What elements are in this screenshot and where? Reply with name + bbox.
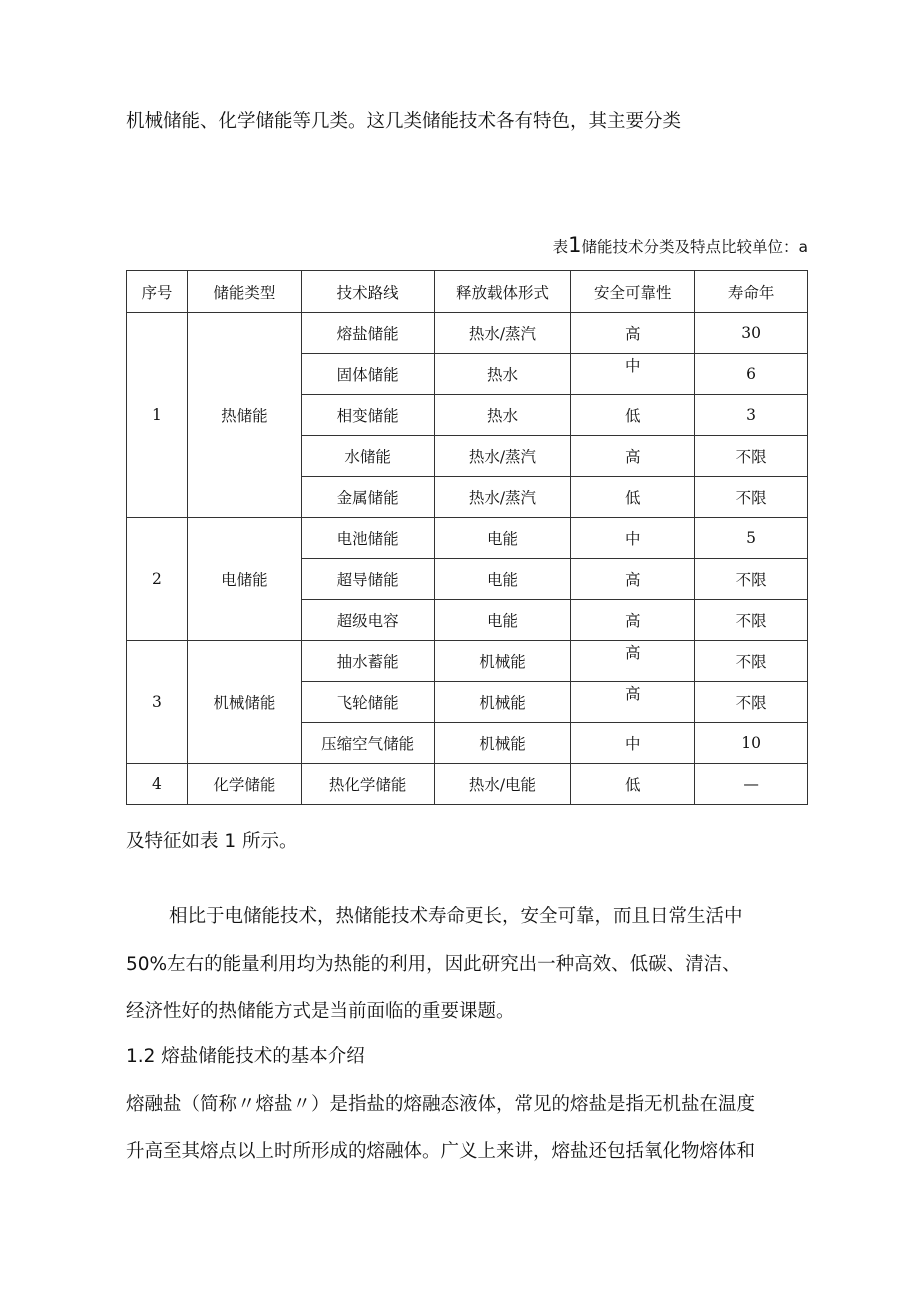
life-cell: 3 xyxy=(695,395,808,436)
route-cell: 金属储能 xyxy=(301,477,434,518)
storage-comparison-table xyxy=(126,270,808,805)
table-row xyxy=(127,313,808,354)
safety-cell: 高 xyxy=(571,600,695,641)
safety-cell: 中 xyxy=(571,518,695,559)
carrier-cell: 电能 xyxy=(434,559,571,600)
header-index: 序号 xyxy=(127,271,188,313)
section-body-line-2: 升高至其熔点以上时所形成的熔融体。广义上来讲，熔盐还包括氧化物熔体和 xyxy=(126,1141,756,1162)
carrier-cell: 热水 xyxy=(434,395,571,436)
safety-cell: 低 xyxy=(571,764,695,805)
table-row xyxy=(127,518,808,559)
carrier-cell: 热水/蒸汽 xyxy=(434,477,571,518)
life-cell: 不限 xyxy=(695,436,808,477)
safety-cell xyxy=(571,682,695,723)
life-cell: 5 xyxy=(695,518,808,559)
caption-prefix: 表 xyxy=(552,238,569,256)
group-type: 化学储能 xyxy=(187,764,301,805)
route-cell: 相变储能 xyxy=(301,395,434,436)
carrier-cell: 机械能 xyxy=(434,682,571,723)
carrier-cell: 机械能 xyxy=(434,723,571,764)
life-cell: 不限 xyxy=(695,600,808,641)
header-type: 储能类型 xyxy=(187,271,301,313)
safety-value: 高 xyxy=(624,644,641,662)
route-cell: 超级电容 xyxy=(301,600,434,641)
paragraph-line-1: 相比于电储能技术，热储能技术寿命更长，安全可靠，而且日常生活中 xyxy=(169,906,743,927)
section-body-line-1: 熔融盐（简称〃熔盐〃）是指盐的熔融态液体，常见的熔盐是指无机盐在温度 xyxy=(126,1094,756,1115)
life-cell: 6 xyxy=(695,354,808,395)
route-cell: 水储能 xyxy=(301,436,434,477)
group-index: 3 xyxy=(127,641,188,764)
carrier-cell: 电能 xyxy=(434,600,571,641)
safety-cell: 中 xyxy=(571,723,695,764)
carrier-cell: 热水/蒸汽 xyxy=(434,436,571,477)
route-cell: 抽水蓄能 xyxy=(301,641,434,682)
paragraph-line-3: 经济性好的热储能方式是当前面临的重要课题。 xyxy=(126,1001,515,1022)
carrier-cell: 热水/电能 xyxy=(434,764,571,805)
group-index: 2 xyxy=(127,518,188,641)
life-cell: 30 xyxy=(695,313,808,354)
header-life: 寿命年 xyxy=(695,271,808,313)
table-reference-line: 及特征如表 1 所示。 xyxy=(126,831,298,852)
carrier-cell: 热水 xyxy=(434,354,571,395)
intro-line: 机械储能、化学储能等几类。这几类储能技术各有特色，其主要分类 xyxy=(126,111,682,132)
header-carrier: 释放载体形式 xyxy=(434,271,571,313)
section-heading: 1.2 熔盐储能技术的基本介绍 xyxy=(126,1046,365,1067)
table-row xyxy=(127,641,808,682)
group-type: 电储能 xyxy=(187,518,301,641)
life-cell: 不限 xyxy=(695,477,808,518)
route-cell: 熔盐储能 xyxy=(301,313,434,354)
caption-number: 1 xyxy=(568,233,582,257)
safety-cell: 高 xyxy=(571,313,695,354)
table-row xyxy=(127,764,808,805)
route-cell: 固体储能 xyxy=(301,354,434,395)
safety-cell xyxy=(571,641,695,682)
route-cell: 压缩空气储能 xyxy=(301,723,434,764)
safety-cell: 高 xyxy=(571,436,695,477)
safety-value: 中 xyxy=(624,357,641,375)
carrier-cell: 电能 xyxy=(434,518,571,559)
header-route: 技术路线 xyxy=(301,271,434,313)
carrier-cell: 热水/蒸汽 xyxy=(434,313,571,354)
route-cell: 超导储能 xyxy=(301,559,434,600)
life-cell: 不限 xyxy=(695,559,808,600)
carrier-cell: 机械能 xyxy=(434,641,571,682)
group-type: 机械储能 xyxy=(187,641,301,764)
group-type: 热储能 xyxy=(187,313,301,518)
route-cell: 电池储能 xyxy=(301,518,434,559)
safety-cell: 高 xyxy=(571,559,695,600)
header-safety: 安全可靠性 xyxy=(571,271,695,313)
caption-text: 储能技术分类及特点比较单位：a xyxy=(581,238,808,256)
life-cell: 不限 xyxy=(695,641,808,682)
route-cell: 飞轮储能 xyxy=(301,682,434,723)
safety-value: 高 xyxy=(624,685,641,703)
life-cell: 10 xyxy=(695,723,808,764)
life-cell: — xyxy=(695,764,808,805)
safety-cell: 低 xyxy=(571,477,695,518)
table-header-row xyxy=(127,271,808,313)
safety-cell xyxy=(571,354,695,395)
group-index: 1 xyxy=(127,313,188,518)
group-index: 4 xyxy=(127,764,188,805)
table-caption xyxy=(553,233,808,257)
paragraph-line-2: 50%左右的能量利用均为热能的利用，因此研究出一种高效、低碳、清洁、 xyxy=(126,954,741,975)
life-cell: 不限 xyxy=(695,682,808,723)
safety-cell: 低 xyxy=(571,395,695,436)
route-cell: 热化学储能 xyxy=(301,764,434,805)
